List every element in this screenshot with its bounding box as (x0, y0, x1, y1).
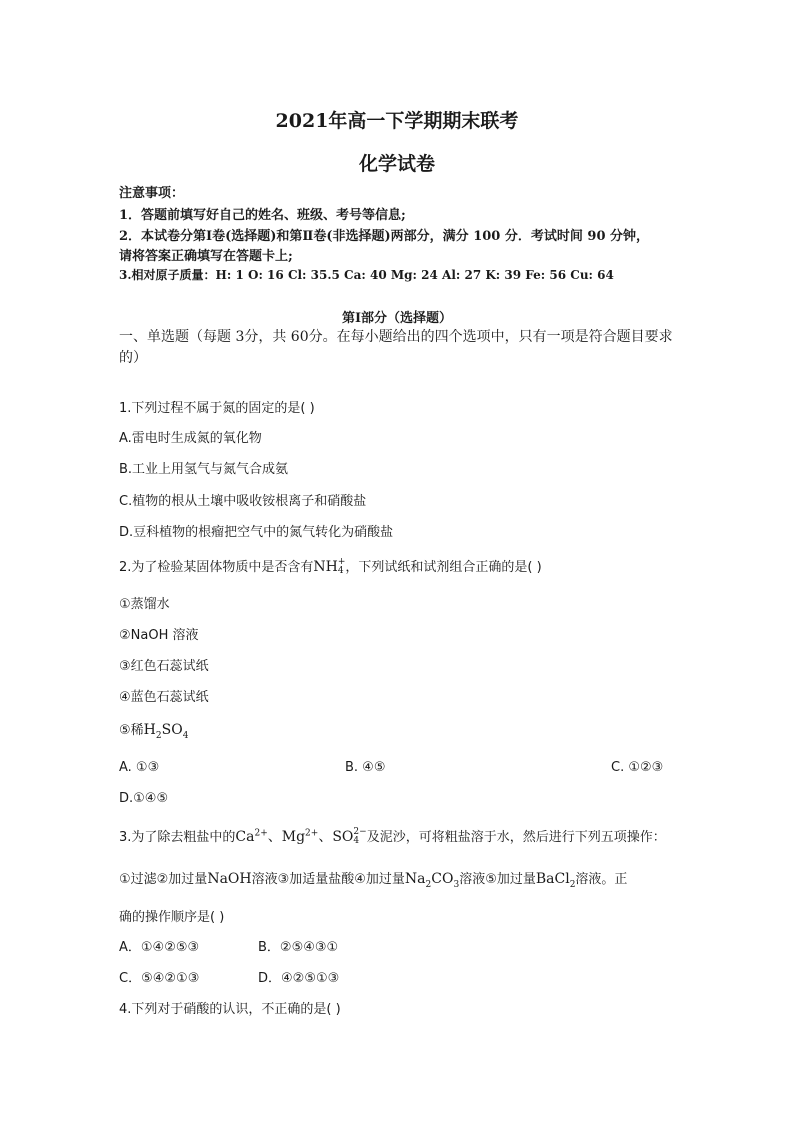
ops-text: 溶液⑤加过量 (459, 872, 536, 887)
formula-sub: 2 (569, 879, 576, 890)
page-title: 2021年高一下学期期末联考 (275, 110, 519, 132)
section-instruction-1: 一、单选题（每题 3分，共 60分。在每小题给出的四个选项中，只有一项是符合题目要求 (119, 329, 673, 345)
section-title: 第Ⅰ部分（选择题） (341, 311, 453, 326)
q1-option-a: A.雷电时生成氮的氧化物 (119, 431, 262, 446)
q2-item-3: ③红色石蕊试纸 (119, 659, 209, 674)
formula-part: CO (431, 871, 454, 887)
q3-option-d: D．④②⑤①③ (258, 971, 340, 986)
ops-text: 溶液。正 (575, 872, 628, 887)
q2-item-2: ②NaOH 溶液 (119, 628, 199, 643)
formula-part: BaCl (535, 871, 570, 887)
notice-line-2b: 请将答案正确填写在答题卡上; (119, 249, 293, 264)
q2-item-5 (119, 719, 188, 741)
q2-ion (313, 559, 345, 575)
q2-ion-symbol: NH (313, 559, 338, 575)
notice-heading: 注意事项： (119, 186, 185, 201)
section-instruction-2: 的） (119, 350, 147, 366)
q3-stem-pre: 3.为了除去粗盐中的 (119, 830, 236, 845)
q3-stem (119, 826, 666, 846)
ion-subscript: 4 (353, 836, 360, 846)
notice-line-1: 1．答题前填写好自己的姓名、班级、考号等信息; (119, 208, 406, 223)
notice-line-3: 3.相对原子质量：H: 1 O: 16 Cl: 35.5 Ca: 40 Mg: 24 Al: 27 K: 39 Fe: 56 Cu: 64 (119, 268, 614, 282)
q1-stem: 1.下列过程不属于氮的固定的是( ) (119, 401, 315, 416)
q3-option-c: C．⑤④②①③ (119, 971, 200, 986)
ion-so4: SO (332, 829, 354, 845)
separator: 、 (267, 829, 282, 845)
page-subtitle: 化学试卷 (358, 153, 435, 175)
q3-ions (235, 829, 366, 845)
q2-ion-subscript: 4 (337, 566, 344, 576)
ops-text: 溶液③加适量盐酸④加过量 (251, 872, 405, 887)
formula-na2co3 (404, 871, 460, 890)
q2-item-1: ①蒸馏水 (119, 597, 170, 612)
formula-naoh: NaOH (207, 871, 252, 887)
formula-bacl2 (535, 871, 576, 890)
q2-option-a: A. ①③ (119, 760, 160, 775)
ion-ca: Ca (235, 829, 255, 845)
ion-charge: 2− (353, 827, 367, 837)
ion-charge: 2+ (305, 828, 319, 839)
q2-item-5-formula (143, 722, 189, 741)
q3-stem-end: 确的操作顺序是( ) (119, 910, 225, 925)
formula-sub: 2 (155, 730, 162, 741)
formula-sub: 3 (453, 879, 460, 890)
separator: 、 (318, 829, 333, 845)
formula-sub: 2 (425, 879, 432, 890)
q2-stem-post: ，下列试纸和试剂组合正确的是( ) (345, 560, 542, 575)
q3-option-a: A．①④②⑤③ (119, 940, 200, 955)
q2-ion-charge: + (337, 557, 346, 567)
formula-so: SO (161, 722, 183, 738)
formula-sub: 4 (182, 730, 189, 741)
q2-option-c: C. ①②③ (611, 760, 664, 775)
ops-text: ①过滤②加过量 (119, 872, 208, 887)
q4-stem: 4.下列对于硝酸的认识，不正确的是( ) (119, 1002, 341, 1017)
ion-charge: 2+ (254, 828, 268, 839)
q1-option-c: C.植物的根从土壤中吸收铵根离子和硝酸盐 (119, 494, 367, 509)
q2-stem-pre: 2.为了检验某固体物质中是否含有 (119, 560, 314, 575)
q2-item-5-pre: ⑤稀 (119, 723, 144, 738)
formula-part: Na (404, 871, 426, 887)
q3-operations (119, 868, 627, 890)
q1-option-d: D.豆科植物的根瘤把空气中的氮气转化为硝酸盐 (119, 525, 394, 540)
q2-item-4: ④蓝色石蕊试纸 (119, 690, 209, 705)
formula-h: H (143, 722, 156, 738)
q2-option-d: D.①④⑤ (119, 791, 169, 806)
q1-option-b: B.工业上用氢气与氮气合成氨 (119, 462, 289, 477)
q2-option-b: B. ④⑤ (345, 760, 386, 775)
ion-mg: Mg (281, 829, 306, 845)
notice-line-2: 2．本试卷分第Ⅰ卷(选择题)和第Ⅱ卷(非选择题)两部分，满分 100 分．考试时间 90 分钟， (119, 229, 650, 244)
q3-stem-post: 及泥沙，可将粗盐溶于水，然后进行下列五项操作： (366, 830, 666, 845)
q2-stem (119, 556, 542, 576)
q3-option-b: B．②⑤④③① (258, 940, 339, 955)
